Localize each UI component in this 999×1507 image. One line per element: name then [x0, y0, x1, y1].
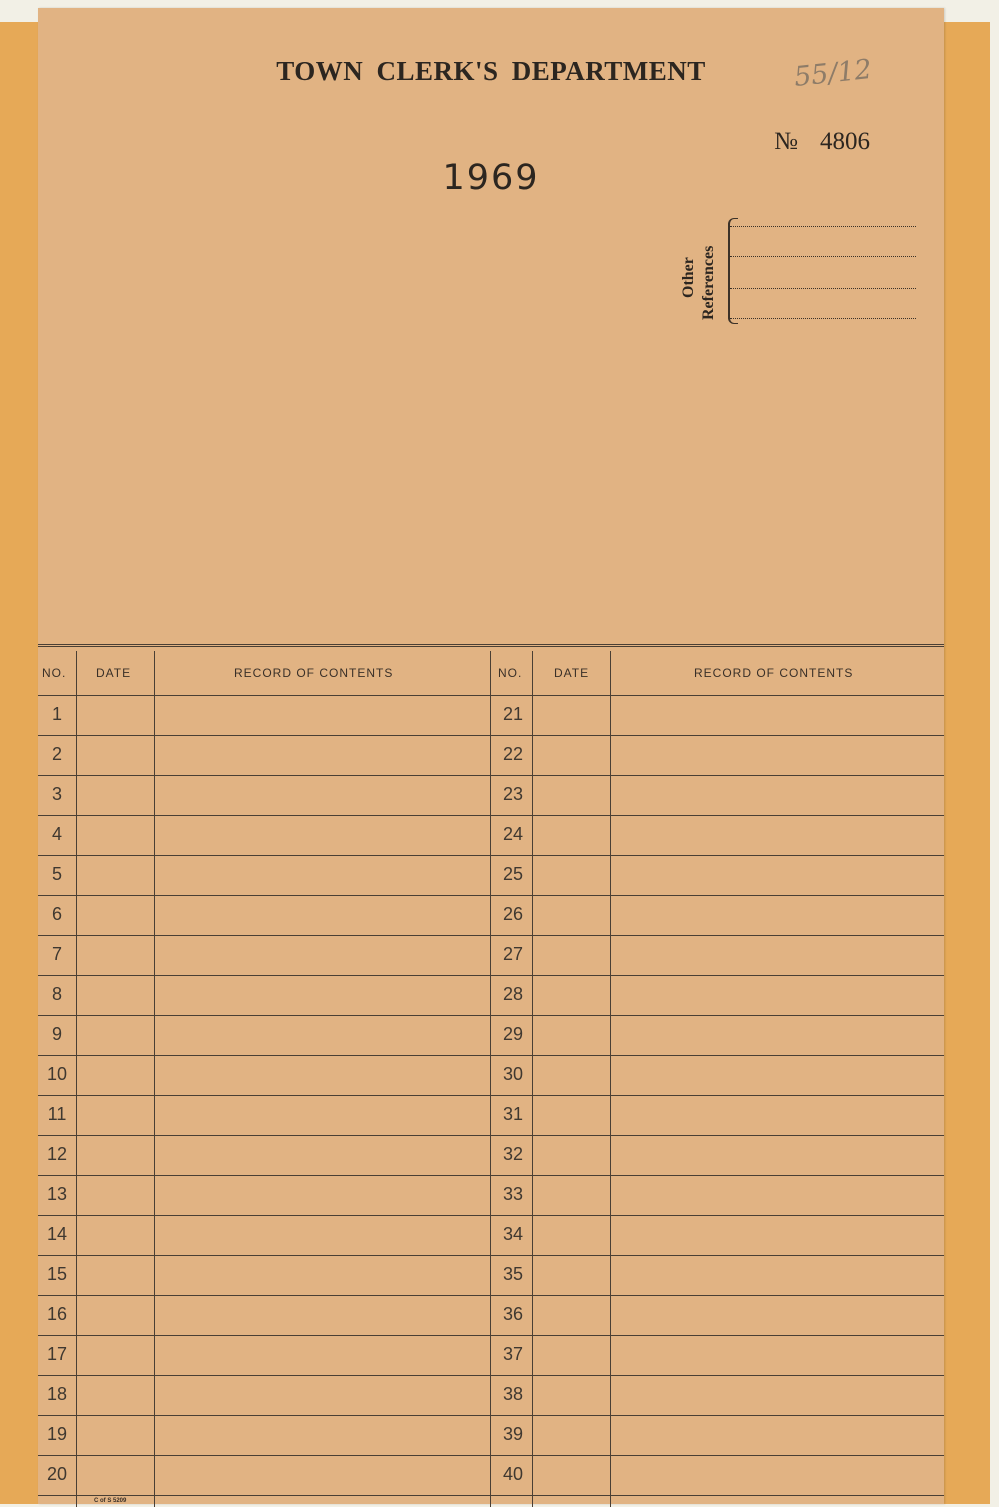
row-number: 28 — [502, 984, 524, 1004]
table-row-line — [490, 935, 944, 936]
reference-line[interactable] — [730, 288, 916, 289]
table-row-line — [38, 975, 490, 976]
table-row-line — [38, 895, 490, 896]
reference-line[interactable] — [730, 318, 916, 319]
table-row-line — [490, 1295, 944, 1296]
row-number: 30 — [502, 1064, 524, 1084]
table-row-line — [490, 1255, 944, 1256]
row-number: 5 — [51, 864, 62, 884]
row-number: 21 — [502, 704, 524, 724]
row-number: 39 — [502, 1424, 524, 1444]
row-number: 40 — [502, 1464, 524, 1484]
reference-line[interactable] — [730, 256, 916, 257]
table-row-line — [38, 1455, 490, 1456]
row-number: 34 — [502, 1224, 524, 1244]
table-row-line — [490, 895, 944, 896]
table-row-line — [38, 1415, 490, 1416]
table-row-line — [490, 1335, 944, 1336]
table-row-line — [490, 775, 944, 776]
row-number: 27 — [502, 944, 524, 964]
row-number: 3 — [51, 784, 62, 804]
column-divider — [610, 651, 611, 1507]
row-number: 14 — [46, 1224, 68, 1244]
number-symbol: № — [774, 128, 798, 155]
table-row-line — [490, 1015, 944, 1016]
row-number: 23 — [502, 784, 524, 804]
row-number: 10 — [46, 1064, 68, 1084]
department-title: TOWN CLERK'S DEPARTMENT — [276, 56, 706, 86]
number-value: 4806 — [820, 128, 870, 155]
header-no: NO. — [42, 666, 67, 680]
table-row-line — [490, 1215, 944, 1216]
record-card — [38, 8, 944, 1504]
row-number: 25 — [502, 864, 524, 884]
table-header — [490, 651, 944, 696]
row-number: 6 — [51, 904, 62, 924]
right-table-half — [490, 651, 944, 1507]
table-row-line — [38, 935, 490, 936]
row-number: 37 — [502, 1344, 524, 1364]
table-row-line — [490, 1375, 944, 1376]
header-contents: RECORD OF CONTENTS — [694, 666, 854, 680]
table-row-line — [490, 735, 944, 736]
row-number: 33 — [502, 1184, 524, 1204]
row-number: 9 — [51, 1024, 62, 1044]
row-number: 4 — [51, 824, 62, 844]
table-row-line — [38, 855, 490, 856]
table-row-line — [38, 1055, 490, 1056]
row-number: 12 — [46, 1144, 68, 1164]
header-date: DATE — [554, 666, 590, 680]
other-references-label-line1: Other — [680, 257, 697, 298]
row-number: 20 — [46, 1464, 68, 1484]
header-no: NO. — [498, 666, 523, 680]
row-number: 13 — [46, 1184, 68, 1204]
reference-line[interactable] — [730, 226, 916, 227]
file-number — [774, 128, 870, 156]
column-divider — [76, 651, 77, 1507]
table-row-line — [490, 1415, 944, 1416]
table-row-line — [490, 1495, 944, 1496]
table-row-line — [38, 1095, 490, 1096]
reference-brace — [728, 218, 738, 324]
row-number: 35 — [502, 1264, 524, 1284]
table-row-line — [38, 1215, 490, 1216]
table-row-line — [38, 1335, 490, 1336]
left-table-half — [38, 651, 490, 1507]
table-row-line — [490, 1095, 944, 1096]
table-row-line — [490, 815, 944, 816]
row-number: 16 — [46, 1304, 68, 1324]
table-row-line — [38, 775, 490, 776]
table-row-line — [490, 1055, 944, 1056]
handwritten-note: 55/12 — [792, 54, 874, 93]
print-code: C of S 5209 — [94, 1498, 127, 1504]
year-title: 1969 — [442, 158, 540, 198]
row-number: 19 — [46, 1424, 68, 1444]
table-row-line — [38, 1175, 490, 1176]
table-row-line — [490, 855, 944, 856]
row-number: 1 — [51, 704, 62, 724]
table-row-line — [490, 1455, 944, 1456]
column-divider — [154, 651, 155, 1507]
row-number: 29 — [502, 1024, 524, 1044]
row-number: 7 — [51, 944, 62, 964]
table-row-line — [38, 1495, 490, 1496]
row-number: 31 — [502, 1104, 524, 1124]
row-number: 17 — [46, 1344, 68, 1364]
table-header — [38, 651, 490, 696]
row-number: 2 — [51, 744, 62, 764]
other-references-label-line2: References — [700, 245, 717, 320]
row-number: 26 — [502, 904, 524, 924]
table-row-line — [490, 1135, 944, 1136]
row-number: 11 — [47, 1104, 67, 1124]
table-row-line — [38, 1255, 490, 1256]
row-number: 18 — [46, 1384, 68, 1404]
row-number: 38 — [502, 1384, 524, 1404]
column-divider — [532, 651, 533, 1507]
table-row-line — [490, 1175, 944, 1176]
header-contents: RECORD OF CONTENTS — [234, 666, 394, 680]
row-number: 22 — [502, 744, 524, 764]
row-number: 8 — [51, 984, 62, 1004]
record-table — [38, 644, 944, 1507]
row-number: 32 — [502, 1144, 524, 1164]
row-number: 24 — [502, 824, 524, 844]
table-row-line — [38, 815, 490, 816]
row-number: 36 — [502, 1304, 524, 1324]
table-row-line — [490, 975, 944, 976]
other-references-box — [678, 210, 918, 325]
table-row-line — [38, 1375, 490, 1376]
table-row-line — [38, 1135, 490, 1136]
table-row-line — [38, 1015, 490, 1016]
row-number: 15 — [46, 1264, 68, 1284]
header-date: DATE — [96, 666, 132, 680]
table-row-line — [38, 1295, 490, 1296]
table-row-line — [38, 735, 490, 736]
